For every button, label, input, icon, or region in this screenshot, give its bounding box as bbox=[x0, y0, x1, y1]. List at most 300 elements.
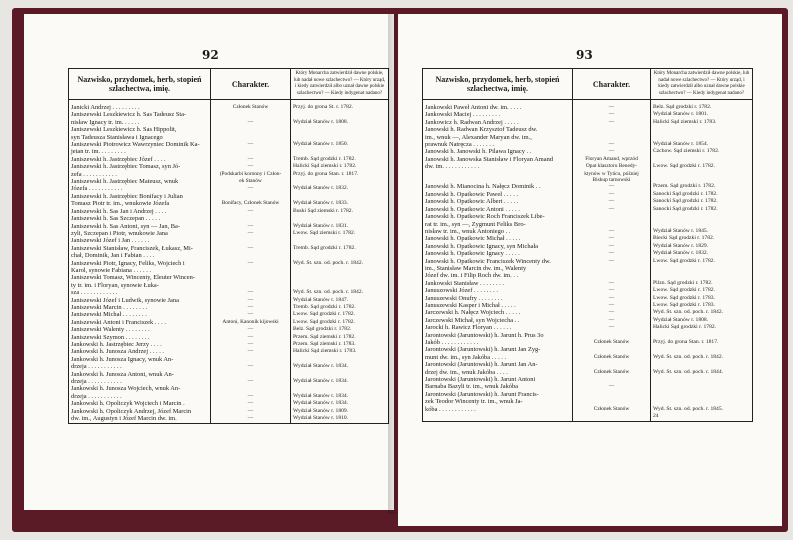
character-cell: Członek Stanów bbox=[573, 354, 651, 361]
table-row bbox=[423, 119, 753, 126]
name-cell: nisław tr. im., wnuk Antoniego . . bbox=[423, 228, 573, 235]
table-row bbox=[69, 111, 389, 118]
table-row bbox=[423, 309, 753, 316]
name-cell: drzej dw. im., wnuk Jakóba . . . . bbox=[423, 369, 573, 376]
character-cell bbox=[211, 126, 291, 133]
column-header-name: Nazwisko, przydomek, herb, stopień szlachectwa, imię. bbox=[69, 69, 211, 100]
date-cell: Wydział Stanów r. 1809. bbox=[291, 408, 389, 415]
table-row bbox=[69, 208, 389, 215]
header-row bbox=[423, 69, 753, 100]
character-cell bbox=[211, 111, 291, 118]
table-row bbox=[69, 363, 389, 370]
name-cell: ty tr. im. i Floryan, synowie Łuka- bbox=[69, 282, 211, 289]
date-cell bbox=[651, 126, 753, 133]
name-cell: im., wnuk —, Alexander Maryan dw. im., bbox=[423, 134, 573, 141]
name-cell: Janiszewski Leszkiewicz h. Sas Hippolit, bbox=[69, 126, 211, 133]
table-row bbox=[423, 406, 753, 413]
name-cell: Jarczewski h. Nałęcz Wojciech . . . . . bbox=[423, 309, 573, 316]
date-cell: Lwow. Sąd grodzki r. 1783. bbox=[651, 295, 753, 302]
table-row bbox=[69, 311, 389, 318]
name-cell: Janowski h. Opatkowic Paweł . . . . . bbox=[423, 191, 573, 198]
date-cell: Wydział Stanów r. 1834. bbox=[291, 400, 389, 407]
date-cell bbox=[651, 376, 753, 383]
character-cell: — bbox=[211, 408, 291, 415]
table-row bbox=[69, 223, 389, 230]
date-cell: Wydział Stanów r. 1834. bbox=[291, 393, 389, 400]
character-cell bbox=[573, 134, 651, 141]
date-cell: Przem. Sąd grodzki r. 1782. bbox=[651, 183, 753, 190]
table-row bbox=[69, 326, 389, 333]
header-row bbox=[69, 69, 389, 100]
table-row bbox=[423, 272, 753, 279]
table-row bbox=[423, 369, 753, 376]
character-cell: — bbox=[573, 100, 651, 112]
table-row bbox=[423, 228, 753, 235]
column-header-character: Charakter. bbox=[573, 69, 651, 100]
date-cell: Sanocki Sąd grodzki r. 1782. bbox=[651, 198, 753, 205]
character-cell: — bbox=[211, 260, 291, 267]
column-header-note: Który Monarcha zatwierdził dawne polskie, lub nadał nowe szlachectwo? — Który urząd, i kiedy zatwierdził albo uznał dawne polskie szlachectwo? — Kiedy indygenat nadano? bbox=[291, 69, 389, 100]
character-cell: — bbox=[211, 334, 291, 341]
character-cell: ek Stanów bbox=[211, 178, 291, 185]
character-cell: — bbox=[573, 295, 651, 302]
character-cell bbox=[573, 265, 651, 272]
character-cell: — bbox=[211, 348, 291, 355]
name-cell: Jarocki h. Rawicz Floryan . . . . . . bbox=[423, 324, 573, 331]
character-cell: — bbox=[573, 148, 651, 155]
date-cell: Wydział Stanów r. 1808. bbox=[291, 119, 389, 126]
table-row bbox=[69, 237, 389, 244]
table-row bbox=[423, 213, 753, 220]
date-cell: Wyd. St. szn. od. poch. r. 1842. bbox=[291, 289, 389, 296]
table-row bbox=[423, 280, 753, 287]
name-cell: Janowski h. Opatkowic Roch Franciszek Libe- bbox=[423, 213, 573, 220]
character-cell bbox=[211, 356, 291, 363]
name-cell: Janiszewski h. Jastrzębiec Mateusz, wnuk bbox=[69, 178, 211, 185]
name-cell: Jarontowski (Jaruntowski) h. Jarunt h. Prus 3o bbox=[423, 332, 573, 339]
character-cell: — bbox=[573, 280, 651, 287]
name-cell: Jankowski h. Junosza Ignacy, wnuk An- bbox=[69, 356, 211, 363]
table-row bbox=[423, 134, 753, 141]
name-cell: Janiszewski h. Jastrzębiec Bonifacy i Julian bbox=[69, 193, 211, 200]
date-cell: Tremb. Sąd grodzki r. 1782. bbox=[291, 245, 389, 252]
character-cell bbox=[573, 213, 651, 220]
register-table bbox=[422, 68, 753, 422]
name-cell: Janowski h. Janowska Stanisław i Floryan Amand bbox=[423, 156, 573, 163]
table-row bbox=[69, 119, 389, 126]
character-cell: — bbox=[573, 228, 651, 235]
character-cell: — bbox=[211, 378, 291, 385]
date-cell bbox=[651, 361, 753, 368]
table-row bbox=[69, 230, 389, 237]
character-cell bbox=[573, 332, 651, 339]
name-cell: Jankowski h. Opoliczyk Andrzej, Józef Marcin bbox=[69, 408, 211, 415]
name-cell: Jankowski h. Junosza Wojciech, wnuk An- bbox=[69, 385, 211, 392]
name-cell: Jakób . . . . . . . . . . . . bbox=[423, 339, 573, 346]
date-cell: Halicki Sąd ziemski r. 1782. bbox=[291, 163, 389, 170]
date-cell: Wyd. St. szn. od. poch. r. 1842. bbox=[651, 309, 753, 316]
table-row bbox=[423, 206, 753, 213]
table-row bbox=[423, 265, 753, 272]
table-row bbox=[423, 398, 753, 405]
column-header-note: Który Monarcha zatwierdził dawne polskie, lub nadał nowe szlachectwo? — Który urząd, i kiedy zatwierdził albo uznał dawne polskie szlachectwo? — Kiedy indygenat nadano? bbox=[651, 69, 753, 100]
name-cell: Jankowski Paweł Antoni dw. im. . . . . bbox=[423, 100, 573, 112]
character-cell: — bbox=[573, 183, 651, 190]
table-row bbox=[69, 185, 389, 192]
date-cell: Pilzn. Sąd grodzki r. 1782. bbox=[651, 280, 753, 287]
table-row bbox=[69, 378, 389, 385]
name-cell: Jankowski Maciej . . . . . . . . . bbox=[423, 111, 573, 118]
name-cell: Janowski h. Janowski h. Pilawa Ignacy . . bbox=[423, 148, 573, 155]
date-cell bbox=[291, 126, 389, 133]
name-cell: Jarontowski (Jaruntowski) h. Jarunt Jan An- bbox=[423, 361, 573, 368]
character-cell: — bbox=[573, 119, 651, 126]
character-cell: — bbox=[573, 317, 651, 324]
name-cell: Januszowski Józef . . . . . . . . bbox=[423, 287, 573, 294]
date-cell bbox=[291, 193, 389, 200]
character-cell: — bbox=[573, 198, 651, 205]
table-row bbox=[69, 356, 389, 363]
table-row bbox=[69, 252, 389, 259]
date-cell: Halicki Sąd ziemski r. 1783. bbox=[651, 119, 753, 126]
table-row bbox=[69, 178, 389, 185]
character-cell: — bbox=[573, 243, 651, 250]
name-cell: Jarczewski Michał, syn Wojciecha . . bbox=[423, 317, 573, 324]
name-cell: Janowski h. Opatkowic Ignacy, syn Michała bbox=[423, 243, 573, 250]
date-cell bbox=[291, 134, 389, 141]
date-cell bbox=[651, 156, 753, 163]
character-cell bbox=[573, 126, 651, 133]
name-cell: Jankowski h. Junosza Andrzej . . . . . bbox=[69, 348, 211, 355]
date-cell: 24 bbox=[651, 413, 753, 422]
character-cell: — bbox=[211, 119, 291, 126]
name-cell: Tomasz Piotr tr. im., wnukowie Józefa bbox=[69, 200, 211, 207]
date-cell bbox=[651, 213, 753, 220]
table-row bbox=[69, 393, 389, 400]
date-cell: Wydział Stanów r. 1834. bbox=[291, 363, 389, 370]
character-cell: — bbox=[211, 230, 291, 237]
date-cell bbox=[291, 252, 389, 259]
date-cell: Wydział Stanów r. 1854. bbox=[651, 141, 753, 148]
character-cell bbox=[211, 267, 291, 274]
table-row bbox=[423, 383, 753, 390]
date-cell bbox=[291, 282, 389, 289]
name-cell: drzeja . . . . . . . . . . . bbox=[69, 393, 211, 400]
table-row bbox=[69, 267, 389, 274]
table-row bbox=[423, 354, 753, 361]
character-cell bbox=[211, 274, 291, 281]
character-cell: — bbox=[573, 250, 651, 257]
date-cell: Czchow. Sąd ziemski r. 1782. bbox=[651, 148, 753, 155]
date-cell: Lwow. Sąd grodzki r. 1782. bbox=[651, 287, 753, 294]
name-cell: Jankowski h. Jastrzębiec Jerzy . . . . bbox=[69, 341, 211, 348]
table-row bbox=[69, 400, 389, 407]
character-cell: — bbox=[211, 223, 291, 230]
character-cell: — bbox=[573, 309, 651, 316]
name-cell: Janowski h. Opatkowic Michał . . . . . bbox=[423, 235, 573, 242]
date-cell: Lwow. Sąd grodzki r. 1782. bbox=[651, 163, 753, 170]
table-row bbox=[69, 134, 389, 141]
name-cell: rat tr. im., syn —, Zygmunt Feliks Bro- bbox=[423, 221, 573, 228]
character-cell: — bbox=[573, 235, 651, 242]
character-cell: — bbox=[211, 297, 291, 304]
character-cell: — bbox=[211, 163, 291, 170]
character-cell: — bbox=[211, 341, 291, 348]
date-cell: Sanocki Sąd grodzki r. 1782. bbox=[651, 206, 753, 213]
date-cell: Wydział Stanów r. 1831. bbox=[291, 223, 389, 230]
character-cell: — bbox=[211, 311, 291, 318]
name-cell: Józefa . . . . . . . . . . . bbox=[69, 185, 211, 192]
date-cell: Lwow. Sąd grodzki r. 1783. bbox=[651, 302, 753, 309]
date-cell bbox=[291, 385, 389, 392]
date-cell bbox=[291, 371, 389, 378]
table-row bbox=[69, 348, 389, 355]
character-cell bbox=[211, 237, 291, 244]
table-row bbox=[69, 289, 389, 296]
name-cell: zek Teodor Wincenty tr. im., wnuk Ja- bbox=[423, 398, 573, 405]
table-row bbox=[69, 141, 389, 148]
table-row bbox=[423, 141, 753, 148]
character-cell: Antoni, Kanonik kijowski bbox=[211, 319, 291, 326]
name-cell: Janowski h. Radwan Krzysztof Tadeusz dw. bbox=[423, 126, 573, 133]
name-cell: Janiszewski Piotr, Ignacy, Feliks, Wojciech i bbox=[69, 260, 211, 267]
name-cell: zyli, Szczepan i Piotr, wnukowie Jana bbox=[69, 230, 211, 237]
name-cell: Janiszewski Antoni i Franciszek . . . . bbox=[69, 319, 211, 326]
table-row bbox=[69, 148, 389, 155]
date-cell bbox=[651, 346, 753, 353]
character-cell: Członek Stanów bbox=[211, 100, 291, 112]
character-cell bbox=[573, 391, 651, 398]
name-cell: Jankowski h. Junosza Antoni, wnuk An- bbox=[69, 371, 211, 378]
name-cell: Janowski h. Opatkowic Albert . . . . . bbox=[423, 198, 573, 205]
table-row bbox=[69, 274, 389, 281]
name-cell: Jankowicz h. Radwan Andrzej . . . . . bbox=[423, 119, 573, 126]
table-row bbox=[423, 317, 753, 324]
name-cell: drzeja . . . . . . . . . . . bbox=[69, 378, 211, 385]
date-cell bbox=[291, 267, 389, 274]
name-cell: jetan tr. im. . . . . . . . . bbox=[69, 148, 211, 155]
table-row bbox=[423, 100, 753, 112]
name-cell: kóba . . . . . . . . . . . . bbox=[423, 406, 573, 413]
character-cell: — bbox=[573, 302, 651, 309]
character-cell: (Podskarbi koronny i Człon- bbox=[211, 171, 291, 178]
name-cell: Janiszewski Tomasz, Wincenty, Eleuter Wincen- bbox=[69, 274, 211, 281]
date-cell bbox=[651, 265, 753, 272]
table-row bbox=[423, 235, 753, 242]
date-cell bbox=[651, 221, 753, 228]
character-cell: — bbox=[211, 141, 291, 148]
date-cell bbox=[651, 383, 753, 390]
date-cell bbox=[291, 237, 389, 244]
register-table bbox=[68, 68, 389, 424]
table-row bbox=[423, 258, 753, 265]
date-cell: Wydział Stanów r. 1832. bbox=[651, 250, 753, 257]
table-row bbox=[423, 339, 753, 346]
name-cell: Janiszewski Walenty . . . . . . . . bbox=[69, 326, 211, 333]
name-cell: Janiszewski h. Sas Jan i Andrzej . . . . bbox=[69, 208, 211, 215]
name-cell: Janiszewski h. Sas Szczepan . . . . . bbox=[69, 215, 211, 222]
character-cell: — bbox=[211, 415, 291, 424]
date-cell bbox=[291, 148, 389, 155]
date-cell: Biecki Sąd grodzki r. 1782. bbox=[651, 235, 753, 242]
name-cell: Janiszewski h. Jastrzębiec Józef . . . . bbox=[69, 156, 211, 163]
name-cell: dw. im., Augustyn i Józef Marcin dw. im. bbox=[69, 415, 211, 424]
date-cell: Tremb. Sąd grodzki r. 1782. bbox=[291, 304, 389, 311]
character-cell bbox=[573, 398, 651, 405]
column-header-name: Nazwisko, przydomek, herb, stopień szlachectwa, imię. bbox=[423, 69, 573, 100]
table-row bbox=[423, 163, 753, 170]
character-cell: Członek Stanów bbox=[573, 369, 651, 376]
name-cell: Janicki Andrzej . . . . . . . . . bbox=[69, 100, 211, 112]
table-row bbox=[423, 191, 753, 198]
table-row bbox=[69, 385, 389, 392]
character-cell bbox=[211, 148, 291, 155]
date-cell: Lwow. Sąd grodzki r. 1782. bbox=[291, 311, 389, 318]
date-cell: Sanocki Sąd grodzki r. 1782. bbox=[651, 191, 753, 198]
date-cell: Przem. Sąd ziemski r. 1783. bbox=[291, 341, 389, 348]
name-cell: Januszewski Onufry . . . . . . . . bbox=[423, 295, 573, 302]
date-cell: Wydział Stanów r. 1801. bbox=[651, 111, 753, 118]
date-cell: Tremb. Sąd grodzki r. 1782. bbox=[291, 156, 389, 163]
date-cell: Wydział Stanów r. 1834. bbox=[291, 378, 389, 385]
right-page bbox=[398, 14, 782, 526]
name-cell: munt dw. im., syn Jakóba . . . . . bbox=[423, 354, 573, 361]
character-cell bbox=[211, 282, 291, 289]
name-cell: nisław Ignacy tr. im. . . . . . bbox=[69, 119, 211, 126]
name-cell: Jarontowski (Jaruntowski) h. Jarunt Francis- bbox=[423, 391, 573, 398]
name-cell: Jankowski Stanisław . . . . . . . . bbox=[423, 280, 573, 287]
name-cell bbox=[423, 413, 573, 422]
table-row bbox=[423, 243, 753, 250]
name-cell: Janowski h. Opatkowic Antoni . . . . . bbox=[423, 206, 573, 213]
date-cell: Wydział Stanów r. 1850. bbox=[291, 141, 389, 148]
table-row bbox=[423, 295, 753, 302]
character-cell bbox=[211, 215, 291, 222]
date-cell: Wyd. St. szn. od. poch. r. 1842. bbox=[651, 354, 753, 361]
date-cell: Wydział Stanów r. 1810. bbox=[291, 415, 389, 424]
table-row bbox=[423, 376, 753, 383]
character-cell bbox=[211, 385, 291, 392]
character-cell bbox=[573, 272, 651, 279]
table-row bbox=[69, 282, 389, 289]
table-row bbox=[423, 391, 753, 398]
table-row bbox=[69, 156, 389, 163]
table-row bbox=[423, 413, 753, 422]
character-cell bbox=[211, 134, 291, 141]
name-cell: sza . . . . . . . . . . . . bbox=[69, 289, 211, 296]
date-cell: Przem. Sąd ziemski r. 1782. bbox=[291, 334, 389, 341]
date-cell: Przyj. do grona Stan. r. 1817. bbox=[651, 339, 753, 346]
date-cell bbox=[651, 398, 753, 405]
date-cell: Belz. Sąd grodzki r. 1782. bbox=[651, 100, 753, 112]
name-cell: syn Tadeusza Stanisława i Ignacego bbox=[69, 134, 211, 141]
name-cell: Janiszewski Józef i Jan . . . . . . bbox=[69, 237, 211, 244]
table-body bbox=[69, 100, 389, 424]
character-cell bbox=[211, 252, 291, 259]
table-row bbox=[69, 415, 389, 424]
date-cell bbox=[651, 391, 753, 398]
date-cell: Lwow. Sąd grodzki r. 1782. bbox=[291, 319, 389, 326]
character-cell: Bonifacy, Członek Stanów bbox=[211, 200, 291, 207]
date-cell bbox=[291, 178, 389, 185]
character-cell bbox=[573, 221, 651, 228]
table-row bbox=[423, 148, 753, 155]
date-cell: Przyj. do grona St. r. 1782. bbox=[291, 100, 389, 112]
date-cell: Przyj. do grona Stan. r. 1817. bbox=[291, 171, 389, 178]
character-cell bbox=[573, 413, 651, 422]
date-cell: Wydział Stanów r. 1833. bbox=[291, 200, 389, 207]
table-row bbox=[423, 221, 753, 228]
name-cell: Jarontowski (Jaruntowski) h. Jarunt Antoni bbox=[423, 376, 573, 383]
date-cell bbox=[651, 272, 753, 279]
table-row bbox=[423, 302, 753, 309]
name-cell: Janiszewski Szymon . . . . . . . . bbox=[69, 334, 211, 341]
table-row bbox=[423, 287, 753, 294]
table-row bbox=[423, 324, 753, 331]
date-cell bbox=[291, 274, 389, 281]
character-cell: — bbox=[573, 206, 651, 213]
table-row bbox=[423, 126, 753, 133]
table-row bbox=[69, 304, 389, 311]
date-cell bbox=[651, 134, 753, 141]
column-header-character: Charakter. bbox=[211, 69, 291, 100]
character-cell: — bbox=[211, 400, 291, 407]
name-cell: Janiszewski Stanisław, Franciszek, Łukasz, Mi- bbox=[69, 245, 211, 252]
page-number: 93 bbox=[576, 48, 593, 62]
character-cell: — bbox=[573, 258, 651, 265]
name-cell: Barnaba Bazyli tr. im., wnuk Jakóba bbox=[423, 383, 573, 390]
date-cell: Wyd. St. szn. od. poch. r. 1845. bbox=[651, 406, 753, 413]
character-cell: — bbox=[211, 326, 291, 333]
character-cell: — bbox=[211, 363, 291, 370]
character-cell: Biskup tarnowski bbox=[573, 177, 651, 183]
table-row bbox=[69, 297, 389, 304]
character-cell: — bbox=[211, 208, 291, 215]
table-row bbox=[69, 334, 389, 341]
table-row bbox=[69, 126, 389, 133]
character-cell bbox=[573, 361, 651, 368]
table-body bbox=[423, 100, 753, 422]
character-cell bbox=[573, 376, 651, 383]
table-row bbox=[423, 361, 753, 368]
table-row bbox=[423, 346, 753, 353]
character-cell: Opat klasztoru Benedy- bbox=[573, 163, 651, 170]
date-cell: Halicki Sąd ziemski r. 1783. bbox=[291, 348, 389, 355]
table-row bbox=[69, 245, 389, 252]
character-cell: — bbox=[573, 141, 651, 148]
date-cell bbox=[651, 332, 753, 339]
left-page bbox=[24, 14, 394, 510]
name-cell: Januszewski Kasper i Michał . . . . . bbox=[423, 302, 573, 309]
date-cell bbox=[291, 215, 389, 222]
name-cell: Józef dw. im. i Filip Roch dw. im. . . bbox=[423, 272, 573, 279]
name-cell: im., Stanisław Marcin dw. im., Walenty bbox=[423, 265, 573, 272]
name-cell: Jankowski h. Opoliczyk Wojciech i Marcin . bbox=[69, 400, 211, 407]
name-cell: Jarontowski (Jaruntowski) h. Jarunt Jan Zyg- bbox=[423, 346, 573, 353]
character-cell: — bbox=[211, 393, 291, 400]
table-row bbox=[423, 156, 753, 163]
character-cell: Floryan Amand, wprzód bbox=[573, 156, 651, 163]
date-cell: Lwow. Sąd grodzki r. 1782. bbox=[651, 258, 753, 265]
table-row bbox=[69, 260, 389, 267]
character-cell bbox=[573, 346, 651, 353]
table-row bbox=[423, 198, 753, 205]
date-cell: Buski Sąd ziemski r. 1782. bbox=[291, 208, 389, 215]
name-cell: Janiszewski Piotrowicz Wawrzyniec Dominik Ka- bbox=[69, 141, 211, 148]
date-cell: Wydział Stanów r. 1847. bbox=[291, 297, 389, 304]
table-row bbox=[69, 215, 389, 222]
table-row bbox=[423, 250, 753, 257]
